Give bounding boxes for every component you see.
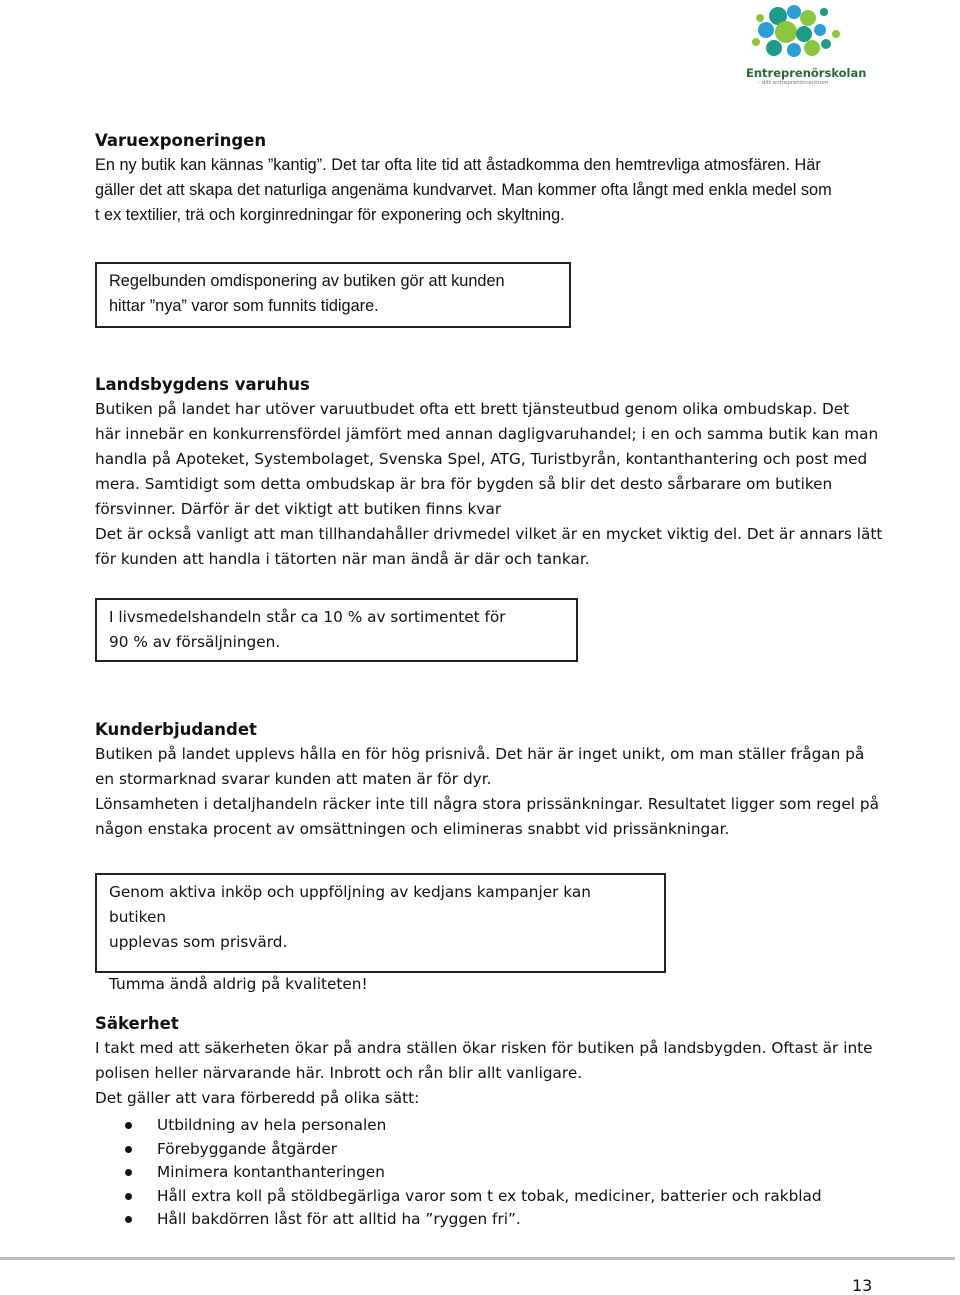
- paragraph-line: Butiken på landet upplevs hålla en för hög prisnivå. Det här är inget unikt, om man ställer frågan på: [95, 745, 865, 763]
- section-heading: Kunderbjudandet: [95, 720, 257, 739]
- logo-splash-icon: [752, 5, 840, 57]
- callout-line: Regelbunden omdisponering av butiken gör att kunden: [109, 272, 505, 290]
- callout-box-prisvard: [95, 873, 666, 993]
- paragraph-line: I takt med att säkerheten ökar på andra ställen ökar risken för butiken på landsbygden. Oftast är inte: [95, 1039, 873, 1057]
- bullet-icon: [125, 1169, 132, 1176]
- logo-tagline: - ditt entreprenörcentrum: [758, 80, 829, 86]
- paragraph-line: gäller det att skapa det naturliga angenäma kundvarvet. Man kommer ofta långt med enkla medel som: [95, 181, 832, 199]
- list-item-text: Utbildning av hela personalen: [157, 1116, 387, 1134]
- section-kunderbjudandet: [95, 718, 885, 842]
- callout-line: I livsmedelshandeln står ca 10 % av sortimentet för: [109, 608, 506, 626]
- section-heading: Landsbygdens varuhus: [95, 375, 310, 394]
- section-heading: Säkerhet: [95, 1014, 179, 1033]
- callout-line-emphasis: Tumma ändå aldrig på kvaliteten!: [109, 975, 368, 993]
- paragraph-line: här innebär en konkurrensfördel jämfört med annan dagligvaruhandel; i en och samma butik kan man: [95, 425, 879, 443]
- list-item: [95, 1114, 885, 1138]
- page-number: 13: [852, 1276, 873, 1295]
- list-item: [95, 1185, 885, 1209]
- list-item: [95, 1161, 885, 1185]
- logo-wordmark: Entreprenörskolan: [746, 66, 867, 80]
- bullet-icon: [125, 1146, 132, 1153]
- paragraph-line: t ex textilier, trä och korginredningar för exponering och skyltning.: [95, 206, 565, 224]
- bullet-icon: [125, 1216, 132, 1223]
- callout-line: Genom aktiva inköp och uppföljning av kedjans kampanjer kan butiken: [109, 883, 591, 926]
- paragraph-line: försvinner. Därför är det viktigt att butiken finns kvar: [95, 500, 502, 518]
- list-item: [95, 1138, 885, 1162]
- paragraph-line: mera. Samtidigt som detta ombudskap är bra för bygden så blir det desto sårbarare om butiken: [95, 475, 833, 493]
- section-heading: Varuexponeringen: [95, 131, 267, 150]
- section-sakerhet: [95, 1012, 885, 1232]
- section-varuexponeringen: [95, 129, 885, 228]
- paragraph-line: någon enstaka procent av omsättningen och elimineras snabbt vid prissänkningar.: [95, 820, 730, 838]
- paragraph-line: En ny butik kan kännas ”kantig”. Det tar ofta lite tid att åstadkomma den hemtrevliga atmosfären. Här: [95, 156, 821, 174]
- list-item-text: Förebyggande åtgärder: [157, 1139, 338, 1158]
- callout-box-omdisponering: [95, 262, 571, 328]
- list-item-text: Håll bakdörren låst för att alltid ha ”ryggen fri”.: [157, 1210, 521, 1228]
- paragraph-line: Butiken på landet har utöver varuutbudet ofta ett brett tjänsteutbud genom olika ombudskap. Det: [95, 400, 850, 418]
- list-item: [95, 1208, 885, 1232]
- bullet-icon: [125, 1122, 132, 1129]
- callout-line: upplevas som prisvärd.: [109, 933, 288, 951]
- paragraph-line: polisen heller närvarande här. Inbrott och rån blir allt vanligare.: [95, 1064, 583, 1082]
- bullet-icon: [125, 1193, 132, 1200]
- paragraph-line: för kunden att handla i tätorten när man ändå är där och tankar.: [95, 550, 590, 568]
- bullet-list: [95, 1114, 885, 1232]
- callout-box-sortiment: [95, 598, 578, 662]
- paragraph-line: en stormarknad svarar kunden att maten är för dyr.: [95, 770, 492, 788]
- paragraph-line: handla på Apoteket, Systembolaget, Svenska Spel, ATG, Turistbyrån, kontanthantering och post med: [95, 450, 868, 468]
- section-landsbygdens-varuhus: [95, 373, 885, 572]
- callout-line: 90 % av försäljningen.: [109, 633, 281, 651]
- paragraph-line: Det gäller att vara förberedd på olika sätt:: [95, 1089, 420, 1107]
- callout-line: hittar ”nya” varor som funnits tidigare.: [109, 297, 379, 315]
- list-item-text: Minimera kontanthanteringen: [157, 1163, 385, 1181]
- footer-divider: [0, 1257, 955, 1260]
- paragraph-line: Lönsamheten i detaljhandeln räcker inte till några stora prissänkningar. Resultatet ligger som regel på: [95, 795, 879, 813]
- list-item-text: Håll extra koll på stöldbegärliga varor som t ex tobak, mediciner, batterier och rakblad: [157, 1186, 822, 1205]
- paragraph-line: Det är också vanligt att man tillhandahåller drivmedel vilket är en mycket viktig del. Det är annars lätt: [95, 525, 883, 543]
